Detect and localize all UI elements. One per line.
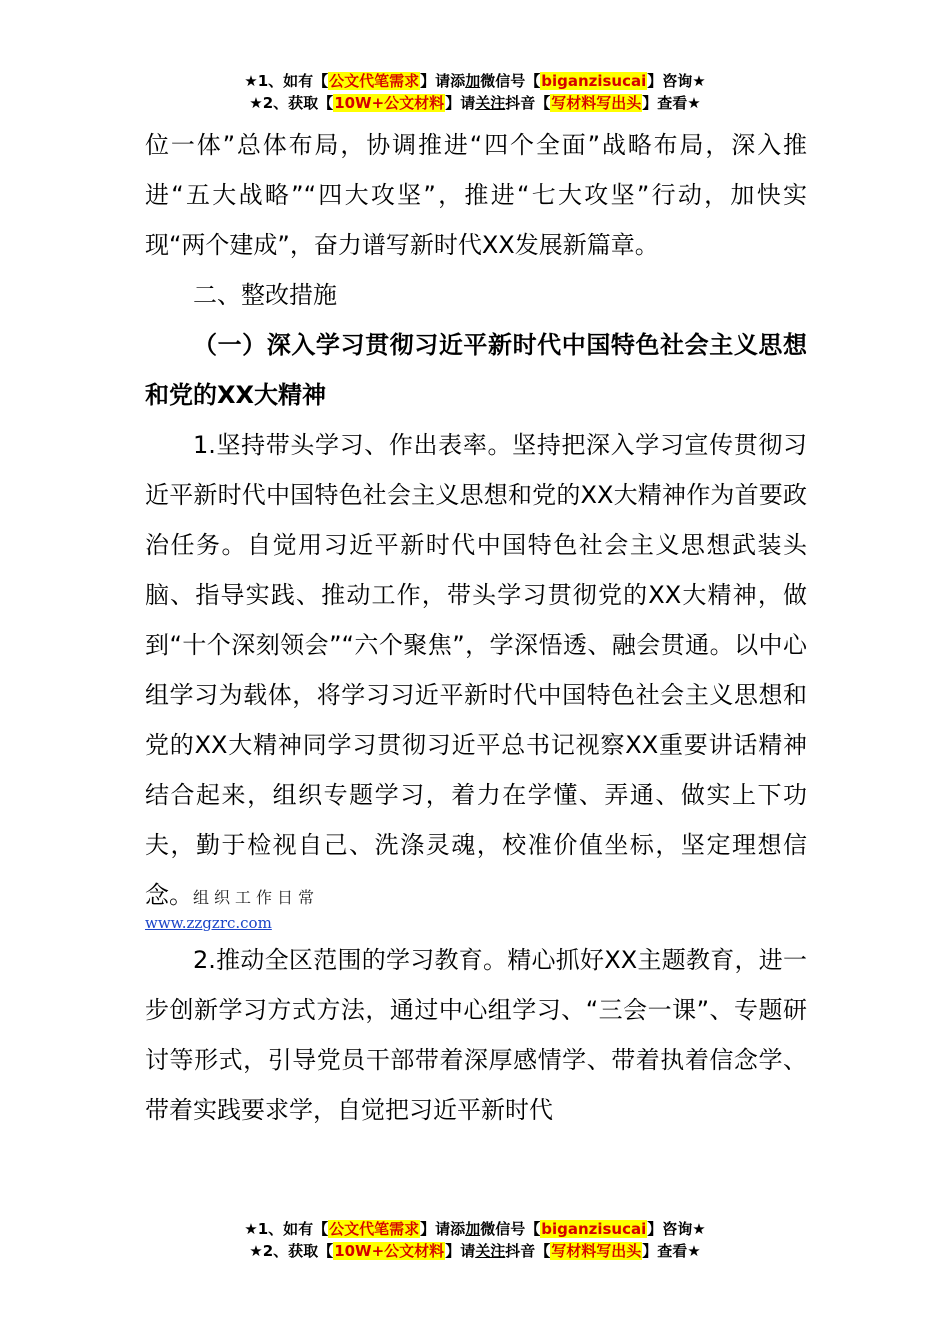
banner-text: 】查看★ xyxy=(642,1242,701,1260)
banner-text: 】请 xyxy=(445,1242,476,1260)
banner-underlined: 关注 xyxy=(475,94,506,112)
banner-text: 】咨询★ xyxy=(647,72,706,90)
paragraph-2: 2.推动全区范围的学习教育。精心抓好XX主题教育，进一步创新学习方式方法，通过中心组学习、“三会一课”、专题研讨等形式，引导党员干部带着深厚感情学、带着执着信念学、带着实践要求学，自觉把习近平新时代 xyxy=(145,946,807,1124)
banner-underlined: 关注 xyxy=(475,1242,506,1260)
banner-highlight: 写材料写出头 xyxy=(551,94,642,112)
banner-line-2 xyxy=(0,92,950,114)
banner-text: ★2、获取【 xyxy=(249,1242,334,1260)
banner-highlight: biganzisucai xyxy=(541,72,647,90)
banner-line-2 xyxy=(0,1240,950,1262)
banner-underlined: 加 xyxy=(465,72,481,90)
subsection-heading: （一）深入学习贯彻习近平新时代中国特色社会主义思想和党的XX大精神 xyxy=(145,331,807,409)
banner-text: 】咨询★ xyxy=(647,1220,706,1238)
footer-banner xyxy=(0,1218,950,1262)
document-body xyxy=(145,120,807,1135)
banner-text: 微信号【 xyxy=(480,72,541,90)
banner-highlight: 公文代笔需求 xyxy=(329,1220,420,1238)
banner-text: ★1、如有【 xyxy=(244,72,329,90)
banner-line-1 xyxy=(0,1218,950,1240)
banner-text: 】请添 xyxy=(420,72,466,90)
banner-text: ★2、获取【 xyxy=(249,94,334,112)
paragraph-1 xyxy=(145,420,807,923)
banner-highlight: 写材料写出头 xyxy=(551,1242,642,1260)
banner-text: ★1、如有【 xyxy=(244,1220,329,1238)
banner-highlight: biganzisucai xyxy=(541,1220,647,1238)
paragraph-continuation: 位一体”总体布局，协调推进“四个全面”战略布局，深入推进“五大战略”“四大攻坚”，推进“七大攻坚”行动，加快实现“两个建成”，奋力谱写新时代XX发展新篇章。 xyxy=(145,131,807,259)
watermark-link[interactable]: www.zzgzrc.com xyxy=(145,914,272,932)
banner-text: 抖音【 xyxy=(505,1242,551,1260)
banner-text: 】请 xyxy=(445,94,476,112)
header-banner xyxy=(0,70,950,114)
banner-text: 抖音【 xyxy=(505,94,551,112)
banner-underlined: 加 xyxy=(465,1220,481,1238)
banner-text: 】查看★ xyxy=(642,94,701,112)
banner-highlight: 10W+公文材料 xyxy=(334,94,445,112)
paragraph-1-text: 1.坚持带头学习、作出表率。坚持把深入学习宣传贯彻习近平新时代中国特色社会主义思想和党的XX大精神作为首要政治任务。自觉用习近平新时代中国特色社会主义思想武装头脑、指导实践、推动工作，带头学习贯彻党的XX大精神，做到“十个深刻领会”“六个聚焦”，学深悟透、融会贯通。以中心组学习为载体，将学习习近平新时代中国特色社会主义思想和党的XX大精神同学习贯彻习近平总书记视察XX重要讲话精神结合起来，组织专题学习，着力在学懂、弄通、做实上下功夫，勤于检视自己、洗涤灵魂，校准价值坐标，坚定理想信念。 xyxy=(145,431,807,909)
banner-text: 】请添 xyxy=(420,1220,466,1238)
banner-highlight: 10W+公文材料 xyxy=(334,1242,445,1260)
banner-line-1 xyxy=(0,70,950,92)
section-heading: 二、整改措施 xyxy=(193,281,337,309)
banner-highlight: 公文代笔需求 xyxy=(329,72,420,90)
watermark-note: 组织工作日常 xyxy=(193,888,320,907)
banner-text: 微信号【 xyxy=(480,1220,541,1238)
